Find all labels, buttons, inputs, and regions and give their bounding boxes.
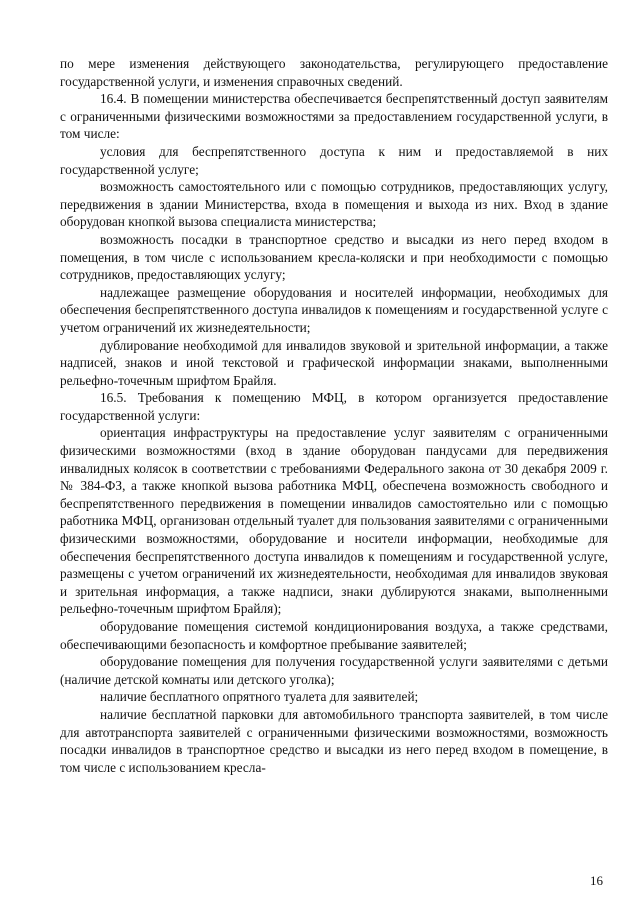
list-item-movement: возможность самостоятельного или с помощью сотрудников, предоставляющих услугу, передвижения в здании Министерства, входа в помещения и выхода из них. Вход в здание оборудован кнопкой вызова специалиста министерства; [60,179,608,230]
list-item-children-room: оборудование помещения для получения государственной услуги заявителями с детьми (наличие детской комнаты или детского уголка); [60,654,608,687]
page-number: 16 [590,873,603,888]
list-item-parking: наличие бесплатной парковки для автомобильного транспорта заявителей, в том числе для автотранспорта заявителей с ограниченными физическими возможностями, возможность посадки инвалидов в транспортное средство и высадки из него перед входом в помещение, в том числе с использованием кресла- [60,706,608,775]
list-item-transport: возможность посадки в транспортное средство и высадки из него перед входом в помещения, в том числе с использованием кресла-коляски и при необходимости с помощью сотрудников, предоставляющих услугу; [60,231,608,283]
paragraph-16-5: 16.5. Требования к помещению МФЦ, в котором организуется предоставление государственной услуги: [60,390,608,423]
list-item-infrastructure: ориентация инфраструктуры на предоставление услуг заявителям с ограниченными физическими возможностями (вход в здание оборудован пандусами для передвижения инвалидных колясок в соответствии с требованиями Федерального закона от 30 декабря 2009 г. № 384-ФЗ, а также кнопкой вызова работника МФЦ, обеспечена возможность свободного и беспрепятственного передвижения в помещении инвалидов самостоятельно или с помощью работника МФЦ, организован отдельный туалет для пользования заявителями с ограниченными физическими возможностями, оборудование и носители информации, необходимые для обеспечения беспрепятственного доступа инвалидов к помещениям и государственной услуге, размещены с учетом ограничений их жизнедеятельности, необходимая для инвалидов звуковая и зрительная информация, а также надписи, знаки дублируются знаками, выполненными рельефно-точечным шрифтом Брайля); [60,425,608,617]
paragraph-continuation: по мере изменения действующего законодательства, регулирующего предоставление государственной услуги, и изменения справочных сведений. [60,56,608,89]
document-body [60,55,608,776]
paragraph-16-4: 16.4. В помещении министерства обеспечивается беспрепятственный доступ заявителям с ограниченными физическими возможностями за предоставлением государственной услуги, в том числе: [60,91,608,142]
list-item-air-conditioning: оборудование помещения системой кондиционирования воздуха, а также средствами, обеспечивающими безопасность и комфортное пребывание заявителей; [60,619,608,652]
list-item-access-conditions: условия для беспрепятственного доступа к ним и предоставляемой в них государственной услуге; [60,143,608,177]
list-item-braille: дублирование необходимой для инвалидов звуковой и зрительной информации, а также надписей, знаков и иной текстовой и графической информации знаками, выполненными рельефно-точечным шрифтом Брайля. [60,337,608,388]
list-item-equipment: надлежащее размещение оборудования и носителей информации, необходимых для обеспечения беспрепятственного доступа инвалидов к помещениям и государственной услуге с учетом ограничений их жизнедеятельности; [60,284,608,335]
list-item-toilet: наличие бесплатного опрятного туалета для заявителей; [100,689,419,705]
